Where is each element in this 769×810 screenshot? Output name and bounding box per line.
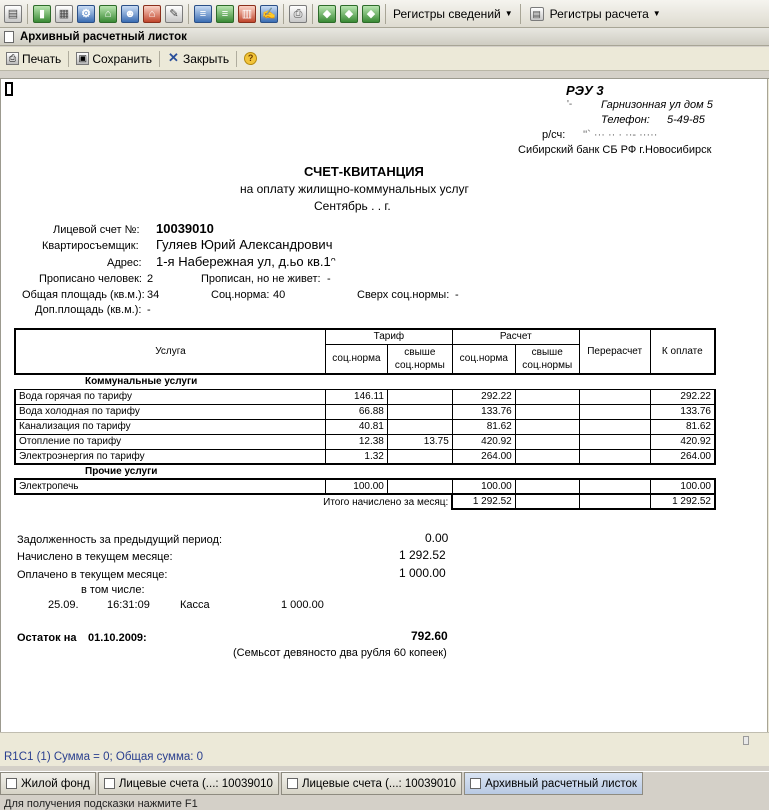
debt-label: Задолженность за предыдущий период: bbox=[17, 534, 223, 546]
row-calc-soc: 133.76 bbox=[452, 404, 515, 419]
row-calc-soc: 81.62 bbox=[452, 419, 515, 434]
row-tariff-soc: 100.00 bbox=[325, 479, 387, 494]
row-service: Отопление по тарифу bbox=[15, 434, 325, 449]
printer-icon: ⎙ bbox=[6, 52, 19, 65]
row-service: Электропечь bbox=[15, 479, 325, 494]
row-service: Вода горячая по тарифу bbox=[15, 389, 325, 404]
save-button[interactable] bbox=[72, 52, 156, 66]
registered-absent-label: Прописан, но не живет: bbox=[201, 273, 321, 285]
row-service: Вода холодная по тарифу bbox=[15, 404, 325, 419]
row-calc-soc: 292.22 bbox=[452, 389, 515, 404]
header-calc-soc: соц.норма bbox=[452, 344, 515, 374]
paid-label: Оплачено в текущем месяце: bbox=[17, 569, 168, 581]
row-calc-over bbox=[515, 419, 579, 434]
row-recalc bbox=[579, 404, 650, 419]
scroll-thumb[interactable] bbox=[743, 736, 749, 745]
list-icon bbox=[104, 778, 115, 789]
row-calc-over bbox=[515, 479, 579, 494]
task-label: Жилой фонд bbox=[21, 777, 90, 790]
layers-icon-3[interactable]: ◆ bbox=[362, 5, 380, 23]
payment-date: 25.09. bbox=[48, 599, 79, 611]
toolbar-separator bbox=[312, 4, 313, 24]
balance-date: 01.10.2009: bbox=[88, 632, 147, 644]
header-calc-over: свыше соц.нормы bbox=[515, 344, 579, 374]
header-topay: К оплате bbox=[650, 329, 715, 374]
print-label: Печать bbox=[22, 51, 62, 66]
payment-time: 16:31:09 bbox=[107, 599, 150, 611]
task-accounts-2[interactable] bbox=[281, 772, 462, 795]
row-tariff-soc: 40.81 bbox=[325, 419, 387, 434]
toolbar-separator bbox=[283, 4, 284, 24]
close-icon: ✕ bbox=[168, 50, 179, 65]
status-bar bbox=[0, 748, 769, 766]
document-icon bbox=[6, 778, 17, 789]
doc-title: СЧЕТ-КВИТАНЦИЯ bbox=[304, 164, 424, 179]
chevron-down-icon: ▼ bbox=[504, 9, 513, 18]
close-button[interactable] bbox=[163, 52, 233, 66]
document-icon bbox=[470, 778, 481, 789]
row-tariff-over bbox=[387, 479, 452, 494]
area-label: Общая площадь (кв.м.): bbox=[22, 289, 145, 301]
row-tariff-soc: 12.38 bbox=[325, 434, 387, 449]
header-service: Услуга bbox=[15, 329, 325, 374]
register-calc-icon: ▤ bbox=[530, 7, 544, 21]
total-topay: 1 292.52 bbox=[650, 494, 715, 509]
row-topay: 292.22 bbox=[650, 389, 715, 404]
total-recalc bbox=[579, 494, 650, 509]
section-row-communal bbox=[15, 374, 715, 389]
registered-value: 2 bbox=[147, 273, 154, 285]
task-label: Лицевые счета (...: 10039010 bbox=[118, 777, 273, 790]
cell-cursor bbox=[5, 82, 13, 96]
floppy-icon: ▣ bbox=[76, 52, 89, 65]
menu-registers-info[interactable] bbox=[389, 7, 517, 21]
registered-label: Прописано человек: bbox=[39, 273, 142, 285]
window-title: Архивный расчетный листок bbox=[20, 30, 187, 43]
row-service: Канализация по тарифу bbox=[15, 419, 325, 434]
table-row bbox=[15, 404, 715, 419]
charged-label: Начислено в текущем месяце: bbox=[17, 551, 173, 563]
row-tariff-over bbox=[387, 404, 452, 419]
row-calc-soc: 420.92 bbox=[452, 434, 515, 449]
section-other: Прочие услуги bbox=[15, 464, 715, 479]
payment-place: Касса bbox=[180, 599, 210, 611]
address-value: 1-я Набережная ул, д.ьо кв.1ᵔ bbox=[156, 254, 336, 269]
toolbar-separator bbox=[385, 4, 386, 24]
including-label: в том числе: bbox=[81, 584, 145, 596]
soc-norm-value: 40 bbox=[273, 289, 286, 301]
catalog-icon[interactable]: ▤ bbox=[4, 5, 22, 23]
row-recalc bbox=[579, 419, 650, 434]
soc-norm-label: Соц.норма: bbox=[211, 289, 270, 301]
header-tariff-soc: соц.норма bbox=[325, 344, 387, 374]
header-calc: Расчет bbox=[452, 329, 579, 344]
row-tariff-over: 13.75 bbox=[387, 434, 452, 449]
balance-words: (Семьсот девяносто два рубля 60 копеек) bbox=[233, 647, 447, 659]
table-row bbox=[15, 389, 715, 404]
task-housing-fund[interactable] bbox=[0, 772, 96, 795]
total-label: Итого начислено за месяц: bbox=[323, 496, 449, 508]
task-archive-sheet[interactable] bbox=[464, 772, 643, 795]
over-norm-value: - bbox=[455, 289, 459, 301]
close-label: Закрыть bbox=[182, 51, 230, 66]
toolbar-separator bbox=[27, 4, 28, 24]
save-label: Сохранить bbox=[92, 51, 152, 66]
layers-icon[interactable]: ◆ bbox=[318, 5, 336, 23]
table-row bbox=[15, 434, 715, 449]
tools-icon[interactable]: ⚙ bbox=[77, 5, 95, 23]
command-separator bbox=[236, 51, 237, 67]
section-row-other bbox=[15, 464, 715, 479]
main-toolbar bbox=[0, 0, 769, 28]
row-tariff-soc: 1.32 bbox=[325, 449, 387, 464]
paid-value: 1 000.00 bbox=[399, 566, 446, 580]
row-recalc bbox=[579, 479, 650, 494]
people-icon[interactable]: ☻ bbox=[121, 5, 139, 23]
header-tariff-over: свыше соц.нормы bbox=[387, 344, 452, 374]
row-tariff-soc: 146.11 bbox=[325, 389, 387, 404]
balance-label: Остаток на bbox=[17, 632, 77, 644]
total-calc-over bbox=[515, 494, 579, 509]
toolbar-separator bbox=[520, 4, 521, 24]
bank-account-value: ''` ··· ·· · ··- ····· bbox=[583, 129, 658, 141]
area-value: 34 bbox=[147, 289, 160, 301]
picture-icon[interactable]: ▦ bbox=[55, 5, 73, 23]
row-recalc bbox=[579, 434, 650, 449]
task-accounts-1[interactable] bbox=[98, 772, 279, 795]
row-tariff-over bbox=[387, 449, 452, 464]
table-row bbox=[15, 479, 715, 494]
spreadsheet-document[interactable] bbox=[0, 78, 769, 748]
row-recalc bbox=[579, 449, 650, 464]
row-topay: 264.00 bbox=[650, 449, 715, 464]
chevron-down-icon: ▼ bbox=[652, 9, 661, 18]
row-calc-over bbox=[515, 389, 579, 404]
registered-absent-value: - bbox=[327, 273, 331, 285]
toolbar-separator bbox=[188, 4, 189, 24]
menu-registers-calc[interactable] bbox=[524, 7, 665, 21]
command-bar bbox=[0, 47, 769, 71]
table-row bbox=[15, 449, 715, 464]
row-topay: 133.76 bbox=[650, 404, 715, 419]
extra-area-label: Доп.площадь (кв.м.): bbox=[35, 304, 142, 316]
account-no-label: Лицевой счет №: bbox=[53, 224, 140, 236]
row-calc-over bbox=[515, 449, 579, 464]
print-button[interactable] bbox=[2, 52, 65, 66]
row-topay: 81.62 bbox=[650, 419, 715, 434]
services-table bbox=[14, 328, 716, 510]
org-name: РЭУ 3 bbox=[566, 83, 604, 98]
register-icon[interactable]: ▥ bbox=[238, 5, 256, 23]
tenant-name: Гуляев Юрий Александрович bbox=[156, 237, 333, 252]
bank-account-label: р/сч: bbox=[542, 129, 566, 141]
total-row bbox=[15, 494, 715, 509]
edit-icon[interactable]: ✍ bbox=[260, 5, 278, 23]
phone-label: Телефон: bbox=[601, 114, 650, 126]
org-address: Гарнизонная ул дом 5 bbox=[601, 99, 713, 111]
row-calc-over bbox=[515, 404, 579, 419]
window-taskbar bbox=[0, 771, 769, 795]
payment-amount: 1 000.00 bbox=[281, 599, 324, 611]
row-tariff-over bbox=[387, 419, 452, 434]
menu-registers-calc-label: Регистры расчета bbox=[549, 6, 649, 21]
table-row bbox=[15, 419, 715, 434]
doc-subtitle: на оплату жилищно-коммунальных услуг bbox=[240, 182, 469, 196]
document-icon bbox=[4, 31, 14, 43]
books-icon[interactable]: ≡ bbox=[194, 5, 212, 23]
status-text: R1C1 (1) Сумма = 0; Общая сумма: 0 bbox=[4, 751, 204, 763]
house-plan-icon[interactable]: ⌂ bbox=[99, 5, 117, 23]
row-recalc bbox=[579, 389, 650, 404]
document-edit-icon[interactable]: ✎ bbox=[165, 5, 183, 23]
header-tariff: Тариф bbox=[325, 329, 452, 344]
over-norm-label: Сверх соц.нормы: bbox=[357, 289, 450, 301]
section-communal: Коммунальные услуги bbox=[15, 374, 715, 389]
account-no: 10039010 bbox=[156, 221, 214, 236]
home-icon[interactable]: ⌂ bbox=[143, 5, 161, 23]
horizontal-scrollbar[interactable] bbox=[0, 732, 769, 748]
command-separator bbox=[68, 51, 69, 67]
address-prefix: '- bbox=[567, 99, 573, 110]
total-calc: 1 292.52 bbox=[452, 494, 515, 509]
charged-value: 1 292.52 bbox=[399, 548, 446, 562]
tenant-label: Квартиросъемщик: bbox=[42, 240, 139, 252]
book-icon[interactable]: ≡ bbox=[216, 5, 234, 23]
phone-value: 5-49-85 bbox=[667, 114, 705, 126]
window-title-bar bbox=[0, 28, 769, 46]
row-calc-soc: 264.00 bbox=[452, 449, 515, 464]
print-icon[interactable]: ⎙ bbox=[289, 5, 307, 23]
chart-icon[interactable]: ▮ bbox=[33, 5, 51, 23]
help-hint: Для получения подсказки нажмите F1 bbox=[4, 798, 198, 810]
bank-name: Сибирский банк СБ РФ г.Новосибирск bbox=[518, 144, 712, 156]
help-button[interactable] bbox=[240, 52, 264, 65]
task-label: Лицевые счета (...: 10039010 bbox=[301, 777, 457, 790]
task-label: Архивный расчетный листок bbox=[485, 777, 637, 790]
menu-registers-info-label: Регистры сведений bbox=[393, 6, 501, 21]
row-topay: 100.00 bbox=[650, 479, 715, 494]
row-topay: 420.92 bbox=[650, 434, 715, 449]
row-calc-over bbox=[515, 434, 579, 449]
row-tariff-over bbox=[387, 389, 452, 404]
layers-icon-2[interactable]: ◆ bbox=[340, 5, 358, 23]
header-recalc: Перерасчет bbox=[579, 329, 650, 374]
command-separator bbox=[159, 51, 160, 67]
table-header-row bbox=[15, 329, 715, 344]
row-tariff-soc: 66.88 bbox=[325, 404, 387, 419]
doc-period: Сентябрь . . г. bbox=[314, 199, 391, 213]
address-label: Адрес: bbox=[107, 257, 142, 269]
extra-area-value: - bbox=[147, 304, 151, 316]
row-calc-soc: 100.00 bbox=[452, 479, 515, 494]
help-icon: ? bbox=[244, 52, 257, 65]
balance-value: 792.60 bbox=[411, 629, 448, 643]
list-icon bbox=[287, 778, 298, 789]
row-service: Электроэнергия по тарифу bbox=[15, 449, 325, 464]
debt-value: 0.00 bbox=[425, 531, 449, 545]
